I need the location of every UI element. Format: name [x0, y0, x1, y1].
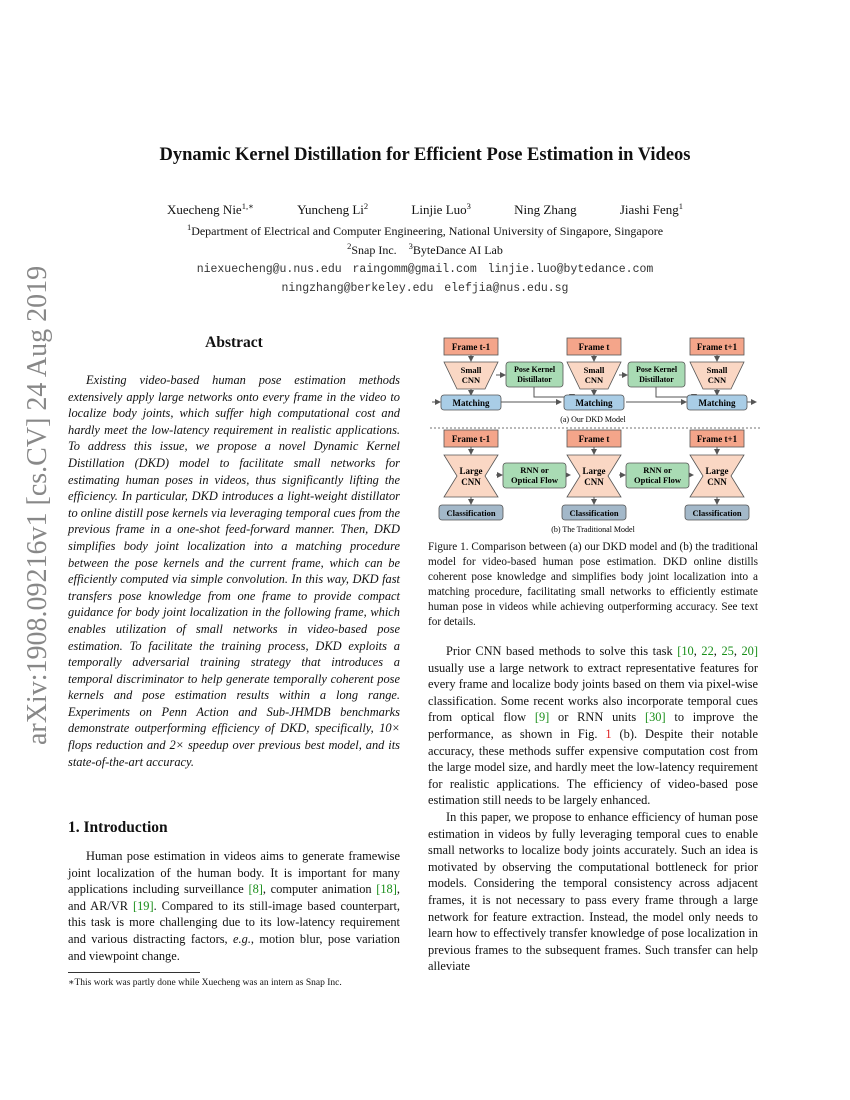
svg-text:CNN: CNN	[584, 477, 604, 487]
svg-text:Classification: Classification	[692, 508, 742, 518]
pose-kernel-distillator	[506, 362, 563, 387]
author: Ning Zhang	[514, 202, 577, 218]
svg-text:Frame t+1: Frame t+1	[696, 434, 738, 444]
author: Yuncheng Li$^2$	[297, 201, 369, 218]
matching-box	[564, 395, 624, 410]
svg-text:Small: Small	[706, 365, 728, 375]
citation-link[interactable]: [10	[677, 644, 694, 658]
svg-text:CNN: CNN	[584, 375, 604, 385]
citation-link[interactable]: [30]	[644, 710, 666, 725]
svg-text:Frame t-1: Frame t-1	[451, 342, 491, 352]
small-cnn	[567, 362, 621, 389]
right-column-text	[428, 643, 758, 975]
frame-box	[690, 430, 744, 447]
frame-box	[567, 430, 621, 447]
large-cnn	[690, 455, 744, 497]
author-list	[0, 201, 850, 218]
paragraph: In this paper, we propose to enhance efficiency of human pose estimation in videos by fully leveraging temporal cues to enable small networks to localize body joints accurately. Such an idea is motivated by observing the computational bottleneck for prior models. Considering the temporal consistency across adjacent frames, it is not necessary to pass every frame through a large network for feature extraction. Instead, the model only needs to learn how to effectively transfer knowledge of pose localization in previous frames to the subsequent frames. Such transfer can help alleviate	[428, 809, 758, 974]
citation-link[interactable]: [9]	[534, 710, 550, 725]
svg-text:Small: Small	[460, 365, 482, 375]
svg-text:RNN or: RNN or	[520, 465, 549, 475]
emails-line-1: niexuecheng@u.nus.edu raingomm@gmail.com linjie.luo@bytedance.com	[196, 263, 654, 276]
subcaption-b: (b) The Traditional Model	[551, 525, 635, 534]
svg-text:Frame t: Frame t	[578, 434, 610, 444]
svg-text:Large: Large	[705, 466, 729, 476]
matching-box	[687, 395, 747, 410]
svg-text:Optical Flow: Optical Flow	[634, 475, 681, 485]
svg-text:Matching: Matching	[452, 398, 490, 408]
svg-text:Frame t+1: Frame t+1	[696, 342, 738, 352]
citation-link[interactable]: [8]	[248, 882, 263, 897]
figure-ref-link[interactable]: 1	[605, 726, 612, 741]
author: Jiashi Feng$^1$	[619, 201, 683, 218]
paragraph: Prior CNN based methods to solve this task [10, 22, 25, 20] usually use a large network to extract representative features for every frame and localize body joints based on them via pixel-wise classification. Some recent works also incorporate temporal cues from optical flow [9] or RNN units [30] to improve the performance, as shown in Fig. 1 (b). Despite their notable accuracy, these methods suffer expensive computation cost from the large model size, and hardly meet the low-latency requirement for realistic applications. The efficiency of video-based pose estimation still needs to be largely enhanced.	[428, 644, 759, 808]
frame-box	[690, 338, 744, 355]
svg-text:CNN: CNN	[707, 477, 727, 487]
svg-text:Large: Large	[582, 466, 606, 476]
emails-line-2: ningzhang@berkeley.edu elefjia@nus.edu.sg	[281, 282, 569, 295]
citation-link[interactable]: [19]	[132, 898, 154, 913]
classification-box	[439, 505, 503, 520]
citation-link[interactable]: 22	[701, 644, 714, 658]
svg-text:Optical Flow: Optical Flow	[511, 475, 558, 485]
author: Linjie Luo$^3$	[411, 201, 471, 218]
citation-link[interactable]: 20]	[741, 644, 759, 658]
svg-text:CNN: CNN	[461, 375, 481, 385]
citation-link[interactable]: [18]	[376, 882, 397, 897]
arxiv-sidebar-id: arXiv:1908.09216v1 [cs.CV] 24 Aug 2019	[22, 265, 53, 745]
affiliation-1: $^1$Department of Electrical and Computer Engineering, National University of Singapore, Singapore	[186, 222, 664, 238]
affiliation-2: $^2$Snap Inc. $^3$ByteDance AI Lab	[347, 241, 503, 257]
figure-1-diagram	[430, 333, 760, 538]
intro-heading: 1. Introduction	[68, 819, 168, 836]
svg-text:CNN: CNN	[707, 375, 727, 385]
large-cnn	[444, 455, 498, 497]
small-cnn	[444, 362, 498, 389]
figure-1-caption: Figure 1. Comparison between (a) our DKD model and (b) the traditional model for video-based human pose estimation. DKD online distills coherent pose knowledge and simplifies body joint localization into a matching procedure, facilitating small networks to efficiently estimate human pose in videos while achieving outperforming accuracy. See text for details.	[428, 541, 758, 628]
svg-text:Pose Kernel: Pose Kernel	[635, 365, 678, 374]
frame-box	[567, 338, 621, 355]
svg-text:RNN or: RNN or	[643, 465, 672, 475]
svg-text:Matching: Matching	[698, 398, 736, 408]
small-cnn	[690, 362, 744, 389]
pose-kernel-distillator	[628, 362, 685, 387]
svg-text:Distillator: Distillator	[517, 375, 552, 384]
abstract-heading: Abstract	[205, 334, 263, 351]
footnote-rule	[68, 972, 200, 973]
citation-link[interactable]: 25	[721, 644, 734, 658]
author: Xuecheng Nie$^{1,∗}$	[166, 201, 254, 218]
classification-box	[685, 505, 749, 520]
rnn-optical-flow-box	[626, 463, 689, 488]
subcaption-a: (a) Our DKD Model	[560, 415, 626, 424]
svg-text:Pose Kernel: Pose Kernel	[513, 365, 556, 374]
svg-text:Classification: Classification	[446, 508, 496, 518]
rnn-optical-flow-box	[503, 463, 566, 488]
intro-paragraph: Human pose estimation in videos aims to generate framewise joint localization of the human body. It is important for many applications including surveillance [8], computer animation [18], and AR/VR [19]. Compared to its still-image based counterpart, this task is more challenging due to its low-latency requirement and various distracting factors, e.g., motion blur, pose variation and viewpoint change.	[68, 849, 400, 963]
frame-box	[444, 338, 498, 355]
svg-text:Distillator: Distillator	[639, 375, 674, 384]
paper-title: Dynamic Kernel Distillation for Efficient Pose Estimation in Videos	[159, 145, 691, 165]
svg-text:Frame t-1: Frame t-1	[451, 434, 491, 444]
svg-text:Frame t: Frame t	[578, 342, 610, 352]
footnote: ∗This work was partly done while Xuecheng was an intern as Snap Inc.	[68, 978, 342, 988]
svg-text:Small: Small	[583, 365, 605, 375]
matching-box	[441, 395, 501, 410]
classification-box	[562, 505, 626, 520]
svg-text:Large: Large	[459, 466, 483, 476]
large-cnn	[567, 455, 621, 497]
svg-text:Matching: Matching	[575, 398, 613, 408]
abstract-text: Existing video-based human pose estimation methods extensively apply large networks onto every frame in the video to localize body joints, which suffer high computational cost and hardly meet the low-latency requirement in realistic applications. To address this issue, we propose a novel Dynamic Kernel Distillation (DKD) model to facilitate small networks for estimating human poses in videos, thus significantly lifting the efficiency. In particular, DKD introduces a light-weight distillator to online distill pose kernels via leveraging temporal cues from the previous frame in a one-shot feed-forward manner. Then, DKD simplifies body joint localization into a matching procedure between the pose kernels and the current frame, which can be efficiently computed via simple convolution. In this way, DKD fast transfers pose knowledge from one frame to provide compact guidance for body joint localization in the following frame, which enables utilization of small networks in video-based pose estimation. To facilitate the training process, DKD exploits a temporally adversarial training strategy that introduces a temporal discriminator to help generate temporally coherent pose kernels and pose estimation results within a long range. Experiments on Penn Action and Sub-JHMDB benchmarks demonstrate outperforming efficiency of DKD, specifically, 10× flops reduction and 2× speedup over previous best model, and its state-of-the-art accuracy.	[68, 373, 400, 769]
frame-box	[444, 430, 498, 447]
svg-text:Classification: Classification	[569, 508, 619, 518]
svg-text:CNN: CNN	[461, 477, 481, 487]
